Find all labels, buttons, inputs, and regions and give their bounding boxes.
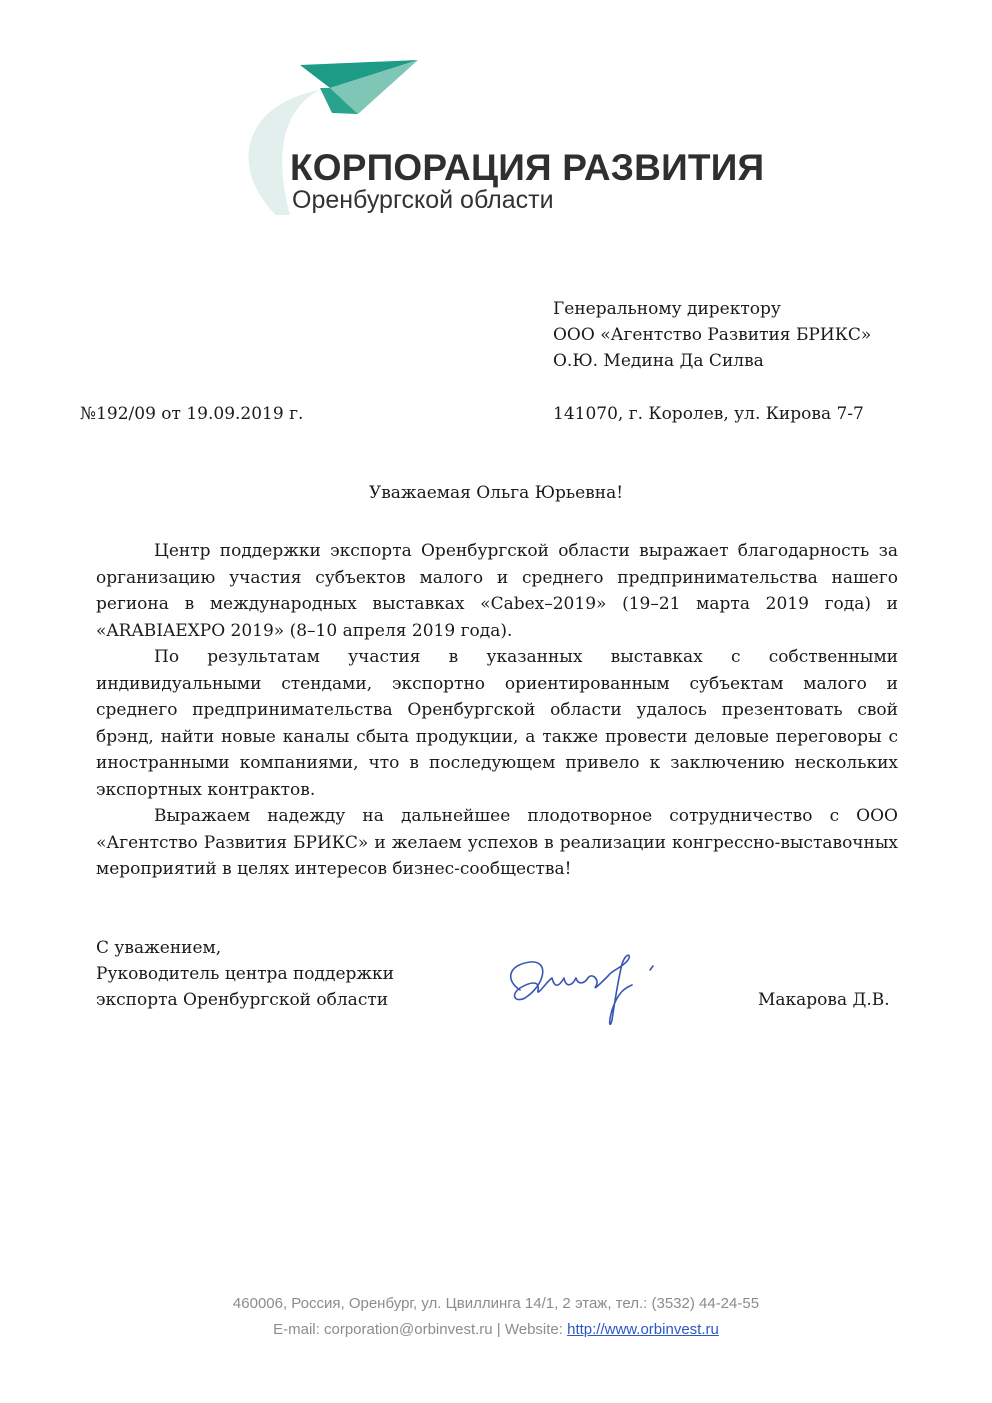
letter-body xyxy=(96,538,898,883)
greeting: Уважаемая Ольга Юрьевна! xyxy=(368,483,624,503)
paragraph: Выражаем надежду на дальнейшее плодотворное сотрудничество с ООО «Агентство Развития БРИКС» и желаем успехов в реализации конгрессно-выставочных мероприятий в целях интересов бизнес-сообщества! xyxy=(96,806,898,879)
recipient-line: ООО «Агентство Развития БРИКС» xyxy=(553,325,872,345)
signature-image xyxy=(500,940,690,1040)
footer-email: E-mail: corporation@orbinvest.ru | Website: xyxy=(273,1321,568,1338)
closing-line: С уважением, xyxy=(96,938,222,958)
footer-contacts xyxy=(0,1320,992,1340)
closing-line: Руководитель центра поддержки xyxy=(96,964,395,984)
recipient-line: О.Ю. Медина Да Силва xyxy=(553,351,764,371)
signer-name: Макарова Д.В. xyxy=(758,990,890,1010)
closing-block xyxy=(96,935,394,1013)
logo-title: КОРПОРАЦИЯ РАЗВИТИЯ xyxy=(290,147,765,188)
closing-line: экспорта Оренбургской области xyxy=(96,990,389,1010)
reference-number: №192/09 от 19.09.2019 г. xyxy=(80,404,304,424)
recipient-line: Генеральному директору xyxy=(553,299,781,319)
recipient-block xyxy=(553,296,871,374)
website-link[interactable]: http://www.orbinvest.ru xyxy=(567,1321,719,1338)
paragraph: По результатам участия в указанных выставках с собственными индивидуальными стендами, экспортно ориентированным субъектам малого и среднего предпринимательства Оренбургской области удалось презентовать свой брэнд, найти новые каналы сбыта продукции, а также провести деловые переговоры с иностранными компаниями, что в последующем привело к заключению нескольких экспортных контрактов. xyxy=(96,647,898,800)
logo-subtitle: Оренбургской области xyxy=(292,186,554,214)
footer-address: 460006, Россия, Оренбург, ул. Цвиллинга 14/1, 2 этаж, тел.: (3532) 44-24-55 xyxy=(232,1295,760,1312)
paragraph: Центр поддержки экспорта Оренбургской области выражает благодарность за организацию участия субъектов малого и среднего предпринимательства нашего региона в международных выставках «Cabex–2019» (19–21 марта 2019 года) и «ARABIAEXPO 2019» (8–10 апреля 2019 года). xyxy=(96,541,898,641)
recipient-address: 141070, г. Королев, ул. Кирова 7-7 xyxy=(553,404,864,424)
